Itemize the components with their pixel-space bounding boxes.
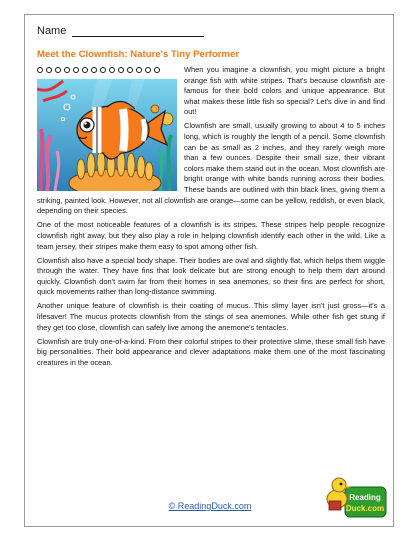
reading-dot[interactable]	[73, 67, 79, 73]
name-row	[37, 25, 204, 37]
paragraph-3: One of the most noticeable features of a clownfish is its stripes. These stripes help people recognize clownfish right away, but they also play a role in helping clownfish identify each other in the wild. Like a team jersey, their stripes make them easy to spot among other fish.	[37, 220, 385, 251]
svg-text:Duck.com: Duck.com	[345, 504, 385, 513]
reading-dot[interactable]	[136, 67, 142, 73]
reading-dot[interactable]	[100, 67, 106, 73]
reading-dot[interactable]	[82, 67, 88, 73]
paragraph-4: Clownfish also have a special body shape. Their bodies are oval and slightly flat, which helps them wiggle through the water. They have fins that look delicate but are strong enough to help them dart around quickly. Clownfish don't swim far from their homes in sea anemones, so their fins are perfect for short, quick movements rather than long-distance swimming.	[37, 255, 385, 297]
reading-dot[interactable]	[64, 67, 70, 73]
reading-progress-dots	[37, 67, 160, 73]
footer-link[interactable]: © ReadingDuck.com	[168, 501, 252, 511]
paragraph-5: Another unique feature of clownfish is their coating of mucus. This slimy layer isn't just gross—it's a lifesaver! The mucus protects clownfish from the stings of sea anemones. While other fish get stung if they get too close, clownfish can safely live among the anemone's tentacles.	[37, 301, 385, 332]
reading-dot[interactable]	[91, 67, 97, 73]
reading-duck-logo	[325, 473, 387, 521]
reading-dot[interactable]	[154, 67, 160, 73]
name-label: Name	[37, 25, 67, 37]
reading-dot[interactable]	[109, 67, 115, 73]
reading-dot[interactable]	[118, 67, 124, 73]
paragraph-2: Clownfish are small, usually growing to about 4 to 5 inches long, which is roughly the length of a pencil. Some clownfish can be as small as 2 inches, and they rarely weigh more than a few ounces. Despite their small size, their vibrant colors make them stand out in the ocean. Most clownfish are bright orange with white bands running across their bodies. These bands are outlined with thin black lines, giving them a striking, painted look. However, not all clownfish are orange—some can be yellow, reddish, or even black, depending on their species.	[37, 121, 385, 216]
reading-dot[interactable]	[37, 67, 43, 73]
worksheet-title: Meet the Clownfish: Nature's Tiny Performer	[37, 49, 240, 60]
name-field-line[interactable]	[72, 26, 204, 37]
reading-dot[interactable]	[145, 67, 151, 73]
paragraph-1: When you imagine a clownfish, you might picture a bright orange fish with white stripes. That's because clownfish are famous for their bold colors and unique appearance. But what makes these little fish so special? Let's dive in and find out!	[184, 65, 385, 117]
reading-dot[interactable]	[55, 67, 61, 73]
reading-dot[interactable]	[127, 67, 133, 73]
clownfish-illustration	[37, 79, 177, 191]
worksheet-page	[24, 14, 394, 527]
reading-dot[interactable]	[46, 67, 52, 73]
svg-text:Reading: Reading	[349, 493, 381, 502]
paragraph-6: Clownfish are truly one-of-a-kind. From their colorful stripes to their protective slime, these small fish have big personalities. Their bold appearance and clever adaptations make them one of the most fascinating creatures in the ocean.	[37, 336, 385, 367]
